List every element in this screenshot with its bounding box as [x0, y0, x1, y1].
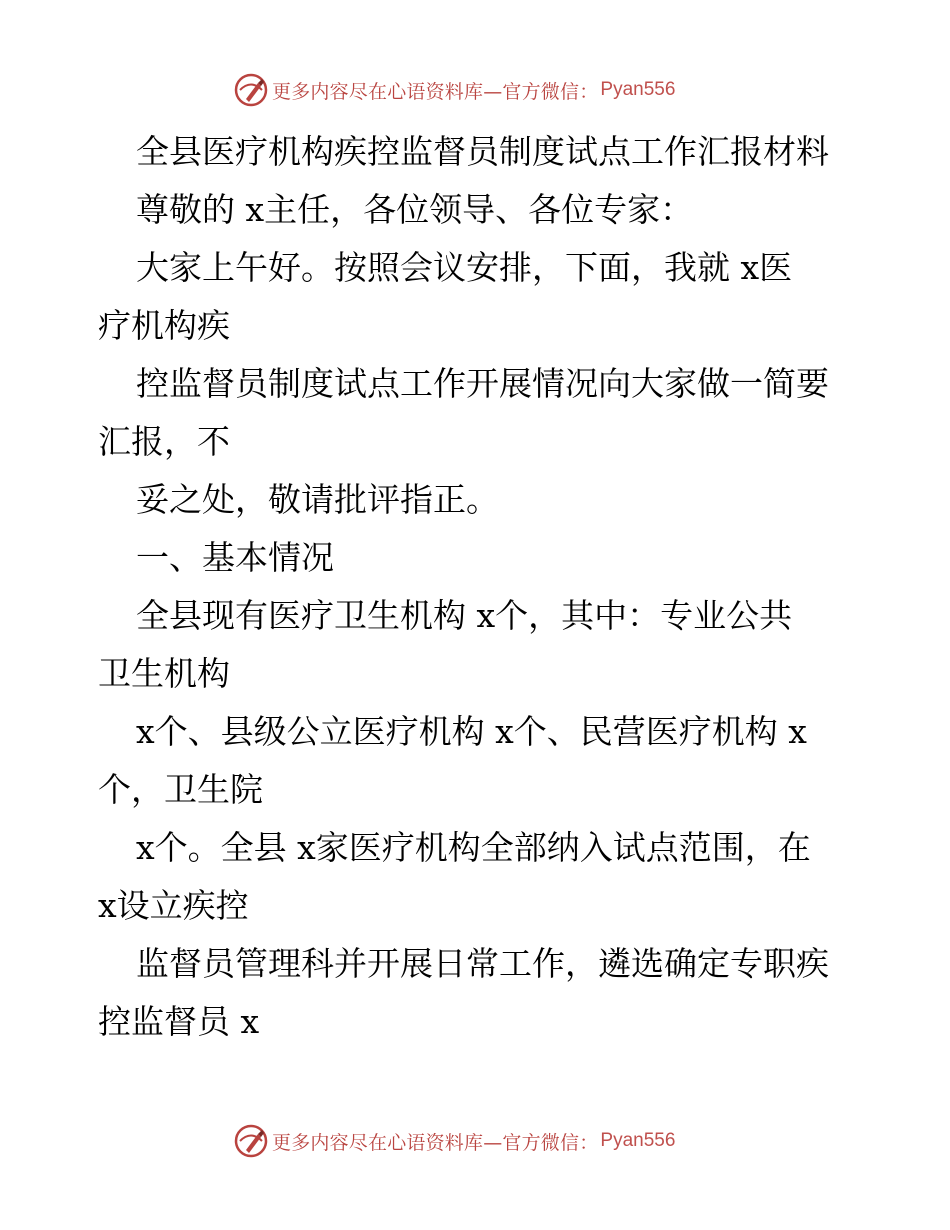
- text-line: 控监督员 x: [98, 1002, 260, 1041]
- text-line: 控监督员制度试点工作开展情况向大家做一简要: [136, 364, 829, 403]
- watermark-wechat-id: Pyan556: [600, 1130, 676, 1151]
- text-line: 全县现有医疗卫生机构 x个，其中：专业公共: [136, 596, 793, 635]
- text-line: 疗机构疾: [98, 306, 230, 345]
- watermark-wechat-id: Pyan556: [600, 79, 676, 100]
- text-line: 监督员管理科并开展日常工作，遴选确定专职疾: [136, 944, 829, 983]
- document-body: [98, 123, 858, 1051]
- text-line: 妥之处，敬请批评指正。: [136, 480, 499, 519]
- text-line: x个。全县 x家医疗机构全部纳入试点范围，在: [136, 828, 811, 867]
- pen-logo-icon: [234, 1124, 268, 1158]
- text-line: 卫生机构: [98, 654, 230, 693]
- watermark-text: 更多内容尽在心语资料库—官方微信：: [272, 80, 599, 103]
- text-line: x个、县级公立医疗机构 x个、民营医疗机构 x: [136, 712, 807, 751]
- salutation: 尊敬的 x主任，各位领导、各位专家：: [136, 190, 694, 229]
- text-line: x设立疾控: [98, 886, 249, 925]
- header-watermark: [234, 70, 675, 110]
- document-title: 全县医疗机构疾控监督员制度试点工作汇报材料: [136, 132, 829, 171]
- text-line: 大家上午好。按照会议安排，下面，我就 x医: [136, 248, 793, 287]
- footer-watermark: [234, 1121, 675, 1161]
- text-line: 个，卫生院: [98, 770, 263, 809]
- watermark-text: 更多内容尽在心语资料库—官方微信：: [272, 1131, 599, 1154]
- section-heading: 一、基本情况: [136, 538, 334, 577]
- text-line: 汇报，不: [98, 422, 230, 461]
- pen-logo-icon: [234, 73, 268, 107]
